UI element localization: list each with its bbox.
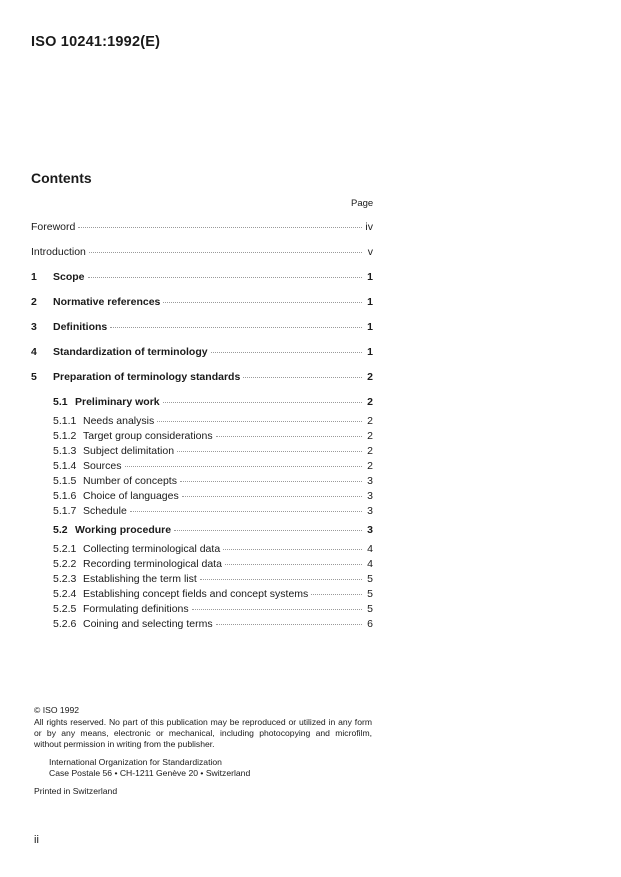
toc-entry-title: Recording terminological data (83, 558, 222, 570)
dot-leader (211, 352, 362, 353)
toc-entry[interactable] (53, 430, 373, 443)
toc-entry-page: 5 (367, 573, 373, 585)
toc-entry-title: Standardization of terminology (53, 346, 208, 358)
toc-entry-title: Choice of languages (83, 490, 179, 502)
toc-entry-page: 1 (367, 321, 373, 333)
toc-entry-page: iv (365, 221, 373, 233)
toc-entry-page: 2 (367, 460, 373, 472)
toc-entry-page: 2 (367, 396, 373, 408)
dot-leader (182, 496, 362, 497)
document-id: ISO 10241:1992(E) (31, 34, 161, 50)
toc-entry-page: 1 (367, 346, 373, 358)
toc-entry-number: 5.2.1 (53, 543, 77, 555)
dot-leader (177, 451, 362, 452)
dot-leader (157, 421, 362, 422)
dot-leader (110, 327, 362, 328)
publisher-location: Case Postale 56 • CH-1211 Genève 20 • Switzerland (49, 768, 251, 778)
toc-entry-number: 5.2.5 (53, 603, 77, 615)
toc-entry-title: Formulating definitions (83, 603, 189, 615)
toc-entry-number: 5.1.2 (53, 430, 77, 442)
toc-entry-number: 2 (31, 296, 37, 308)
dot-leader (192, 609, 362, 610)
toc-entry-number: 5.1.5 (53, 475, 77, 487)
toc-entry-page: 2 (367, 371, 373, 383)
toc-entry-title: Target group considerations (83, 430, 213, 442)
dot-leader (200, 579, 362, 580)
toc-entry-title: Coining and selecting terms (83, 618, 213, 630)
dot-leader (216, 436, 362, 437)
toc-entry-page: 1 (367, 271, 373, 283)
toc-entry-page: 2 (367, 445, 373, 457)
toc-entry[interactable] (53, 445, 373, 458)
toc-entry[interactable] (53, 505, 373, 518)
dot-leader (225, 564, 362, 565)
toc-entry-number: 5.2 (53, 524, 68, 536)
contents-heading: Contents (31, 170, 92, 186)
toc-entry-number: 5.2.3 (53, 573, 77, 585)
toc-entry[interactable] (31, 321, 373, 334)
toc-entry[interactable] (31, 346, 373, 359)
toc-entry-title: Normative references (53, 296, 161, 308)
toc-entry[interactable] (31, 271, 373, 284)
copyright-block (34, 705, 372, 797)
toc-entry[interactable] (31, 246, 373, 259)
toc-entry-page: 6 (367, 618, 373, 630)
toc-entry[interactable] (31, 296, 373, 309)
toc-entry[interactable] (53, 475, 373, 488)
dot-leader (216, 624, 362, 625)
toc-entry-title: Establishing the term list (83, 573, 197, 585)
toc-entry-page: 3 (367, 475, 373, 487)
toc-entry[interactable] (53, 543, 373, 556)
toc-entry-title: Preliminary work (75, 396, 160, 408)
toc-entry-page: 3 (367, 490, 373, 502)
toc-entry-page: 5 (367, 588, 373, 600)
toc-entry-title: Schedule (83, 505, 127, 517)
toc-entry-page: 1 (367, 296, 373, 308)
rights-statement: All rights reserved. No part of this publication may be reproduced or utilized in any form or by any means, electronic or mechanical, including photocopying and microfilm, without permission in writing from the publisher. (34, 717, 372, 749)
page-column-label: Page (351, 198, 374, 209)
toc-entry-number: 5.1 (53, 396, 68, 408)
toc-entry[interactable] (53, 573, 373, 586)
dot-leader (78, 227, 362, 228)
toc-entry-number: 5.1.4 (53, 460, 77, 472)
toc-entry[interactable] (31, 371, 373, 384)
toc-entry-title: Introduction (31, 246, 86, 258)
toc-entry-title: Establishing concept fields and concept systems (83, 588, 309, 600)
toc-entry[interactable] (53, 490, 373, 503)
dot-leader (88, 277, 362, 278)
toc-entry-title: Scope (53, 271, 85, 283)
toc-entry[interactable] (53, 396, 373, 409)
toc-entry-number: 3 (31, 321, 37, 333)
toc-entry-title: Sources (83, 460, 122, 472)
toc-entry-page: 3 (367, 524, 373, 536)
toc-entry[interactable] (53, 558, 373, 571)
dot-leader (163, 302, 362, 303)
dot-leader (130, 511, 362, 512)
dot-leader (174, 530, 362, 531)
toc-entry-page: 2 (367, 415, 373, 427)
toc-entry-title: Definitions (53, 321, 108, 333)
toc-entry[interactable] (31, 221, 373, 234)
toc-entry-title: Collecting terminological data (83, 543, 221, 555)
printed-in: Printed in Switzerland (34, 786, 118, 796)
toc-entry-title: Preparation of terminology standards (53, 371, 241, 383)
toc-entry-number: 5.1.3 (53, 445, 77, 457)
dot-leader (125, 466, 362, 467)
publisher-address (34, 757, 372, 779)
dot-leader (243, 377, 362, 378)
toc-entry-number: 5.1.6 (53, 490, 77, 502)
dot-leader (163, 402, 362, 403)
toc-entry[interactable] (53, 603, 373, 616)
toc-entry-number: 5.1.1 (53, 415, 77, 427)
copyright-notice: © ISO 1992 (34, 705, 80, 715)
toc-entry-number: 5.2.4 (53, 588, 77, 600)
page-number: ii (34, 834, 39, 846)
toc-entry[interactable] (53, 618, 373, 631)
toc-entry-title: Foreword (31, 221, 76, 233)
toc-entry-page: 2 (367, 430, 373, 442)
toc-entry-page: 3 (367, 505, 373, 517)
toc-entry-page: 4 (367, 558, 373, 570)
toc-entry-title: Subject delimitation (83, 445, 175, 457)
toc-entry-page: 4 (367, 543, 373, 555)
toc-entry-title: Working procedure (75, 524, 172, 536)
toc-entry-number: 4 (31, 346, 37, 358)
toc-entry-number: 5 (31, 371, 37, 383)
toc-entry[interactable] (53, 588, 373, 601)
toc-entry[interactable] (53, 415, 373, 428)
dot-leader (311, 594, 362, 595)
dot-leader (223, 549, 362, 550)
toc-entry-title: Number of concepts (83, 475, 177, 487)
toc-entry-page: v (367, 246, 373, 258)
dot-leader (180, 481, 362, 482)
toc-entry[interactable] (53, 460, 373, 473)
toc-entry-page: 5 (367, 603, 373, 615)
dot-leader (89, 252, 362, 253)
toc-entry-number: 1 (31, 271, 37, 283)
toc-entry-number: 5.1.7 (53, 505, 77, 517)
toc-entry-title: Needs analysis (83, 415, 155, 427)
publisher-org: International Organization for Standardization (49, 757, 222, 767)
toc-entry-number: 5.2.6 (53, 618, 77, 630)
toc-entry-number: 5.2.2 (53, 558, 77, 570)
toc-entry[interactable] (53, 524, 373, 537)
